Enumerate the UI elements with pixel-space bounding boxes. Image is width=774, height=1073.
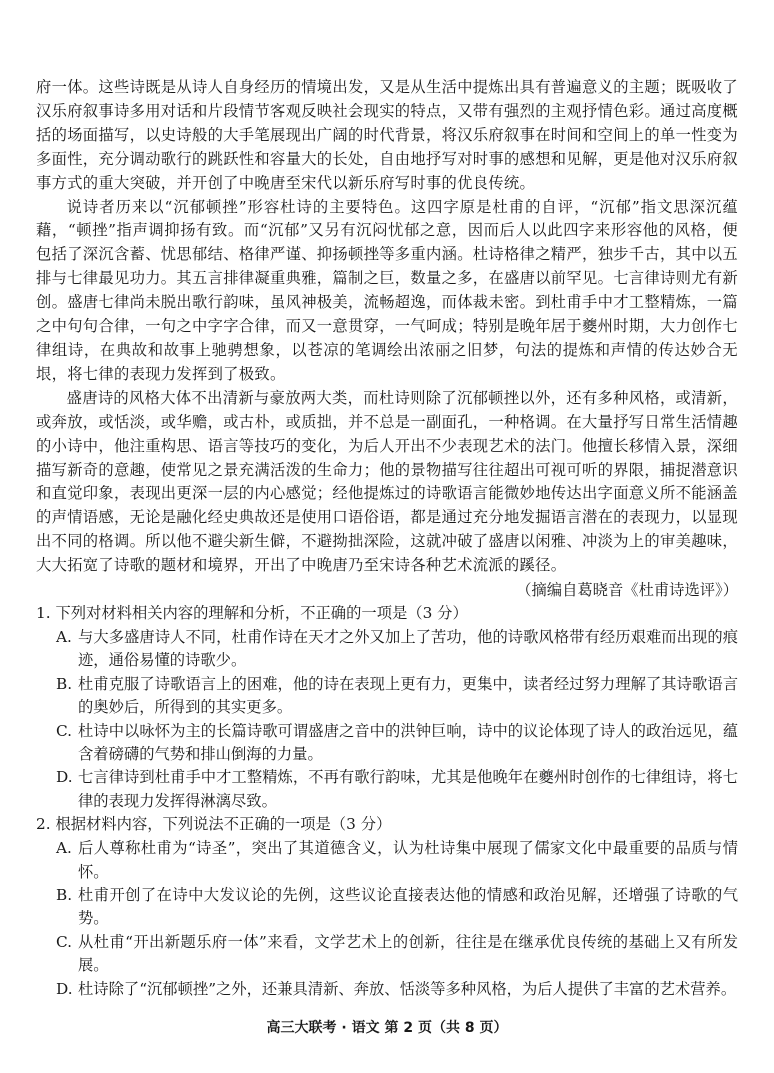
option-label: A. — [56, 839, 72, 858]
option-text: 与大多盛唐诗人不同，杜甫作诗在天才之外又加上了苦功，他的诗歌风格带有经历艰难而出现的痕迹，通俗易懂的诗歌少。 — [78, 627, 738, 670]
option-label: B. — [56, 674, 73, 693]
option-text: 后人尊称杜甫为“诗圣”，突出了其道德含义，认为杜诗集中展现了儒家文化中最重要的品质与情怀。 — [78, 839, 738, 881]
option-b — [36, 673, 738, 720]
option-label: B. — [56, 885, 73, 904]
option-d — [36, 766, 738, 813]
option-label: C. — [56, 721, 73, 740]
option-b — [36, 884, 738, 931]
option-text: 杜诗除了“沉郁顿挫”之外，还兼具清新、奔放、恬淡等多种风格，为后人提供了丰富的艺术营养。 — [78, 979, 737, 998]
option-c — [36, 720, 738, 767]
passage-source: （摘编自葛晓音《杜甫诗选评》） — [516, 581, 738, 600]
option-text: 七言律诗到杜甫手中才工整精炼，不再有歌行韵味，尤其是他晚年在夔州时创作的七律组诗，将七律的表现力发挥得淋漓尽致。 — [78, 768, 738, 810]
passage-paragraph-1: 府一体。这些诗既是从诗人自身经历的情境出发，又是从生活中提炼出具有普遍意义的主题；既吸收了汉乐府叙事诗多用对话和片段情节客观反映社会现实的特点，又带有强烈的主观抒情色彩。通过高度概括的场面描写，以史诗般的大手笔展现出广阔的时代背景，将汉乐府叙事在时间和空间上的单一性变为多面性，充分调动歌行的跳跃性和容量大的长处，自由地抒写对时事的感想和见解，更是他对汉乐府叙事方式的重大突破，并开创了中晚唐至宋代以新乐府写时事的优良传统。 — [36, 78, 738, 192]
option-label: A. — [56, 627, 72, 646]
option-c — [36, 931, 738, 978]
option-a — [36, 837, 738, 884]
passage-paragraph-2: 说诗者历来以“沉郁顿挫”形容杜诗的主要特色。这四字原是杜甫的自评，“沉郁”指文思深沉蕴藉，“顿挫”指声调抑扬有致。而“沉郁”又另有沉闷忧郁之意，因而后人以此四字来形容他的风格，便包括了深沉含蓄、忧思郁结、格律严谨、抑扬顿挫等多重内涵。杜诗格律之精严，独步千古，其中以五排与七律最见功力。其五言排律凝重典雅，篇制之巨，数量之多，在盛唐以前罕见。七言律诗则尤有新创。盛唐七律尚未脱出歌行韵味，虽风神极美，流畅超逸，而体裁未密。到杜甫手中才工整精炼，一篇之中句句合律，一句之中字字合律，而又一意贯穿，一气呵成；特别是晚年居于夔州时期，大力创作七律组诗，在典故和故事上驰骋想象，以苍凉的笔调绘出浓丽之旧梦，句法的提炼和声情的传达妙合无垠，将七律的表现力发挥到了极致。 — [36, 197, 738, 383]
option-text: 杜甫克服了诗歌语言上的困难，他的诗在表现上更有力，更集中，读者经过努力理解了其诗歌语言的奥妙后，所得到的其实更多。 — [78, 674, 738, 717]
option-text: 从杜甫“开出新题乐府一体”来看，文学艺术上的创新，往往是在继承优良传统的基础上又有所发展。 — [78, 932, 738, 975]
question-1 — [36, 602, 738, 813]
question-2 — [36, 813, 738, 1001]
option-text: 杜诗中以咏怀为主的长篇诗歌可谓盛唐之音中的洪钟巨响，诗中的议论体现了诗人的政治远见，蕴含着磅礴的气势和排山倒海的力量。 — [78, 721, 738, 763]
page-content — [36, 76, 738, 1001]
option-a — [36, 626, 738, 673]
option-d — [36, 978, 738, 1001]
page-footer: 高三大联考 · 语文 第 2 页（共 8 页） — [266, 1020, 508, 1036]
option-text: 杜甫开创了在诗中大发议论的先例，这些议论直接表达他的情感和政治见解，还增强了诗歌的气势。 — [78, 885, 738, 928]
question-stem: 1. 下列对材料相关内容的理解和分析，不正确的一项是（3 分） — [36, 604, 468, 623]
option-label: D. — [56, 768, 73, 787]
passage-paragraph-3: 盛唐诗的风格大体不出清新与豪放两大类，而杜诗则除了沉郁顿挫以外，还有多种风格，或清新，或奔放，或恬淡，或华赡，或古朴，或质拙，并不总是一副面孔，一种格调。在大量抒写日常生活情趣的小诗中，他注重构思、语言等技巧的变化，为后人开出不少表现艺术的法门。他擅长移情入景，深细描写新奇的意趣，使常见之景充满活泼的生命力；他的景物描写往往超出可视可听的界限，捕捉潜意识和直觉印象，表现出更深一层的内心感觉；经他提炼过的诗歌语言能微妙地传达出字面意义所不能涵盖的声情语感，无论是融化经史典故还是使用口语俗语，都是通过充分地发掘语言潜在的表现力，以显现出不同的格调。所以他不避尖新生僻，不避拗拙深险，这就冲破了盛唐以闲雅、冲淡为上的审美趣味，大大拓宽了诗歌的题材和境界，开出了中晚唐乃至宋诗各种艺术流派的蹊径。 — [36, 388, 738, 575]
option-label: D. — [56, 979, 73, 998]
option-label: C. — [56, 932, 73, 951]
question-stem: 2. 根据材料内容，下列说法不正确的一项是（3 分） — [36, 815, 392, 834]
